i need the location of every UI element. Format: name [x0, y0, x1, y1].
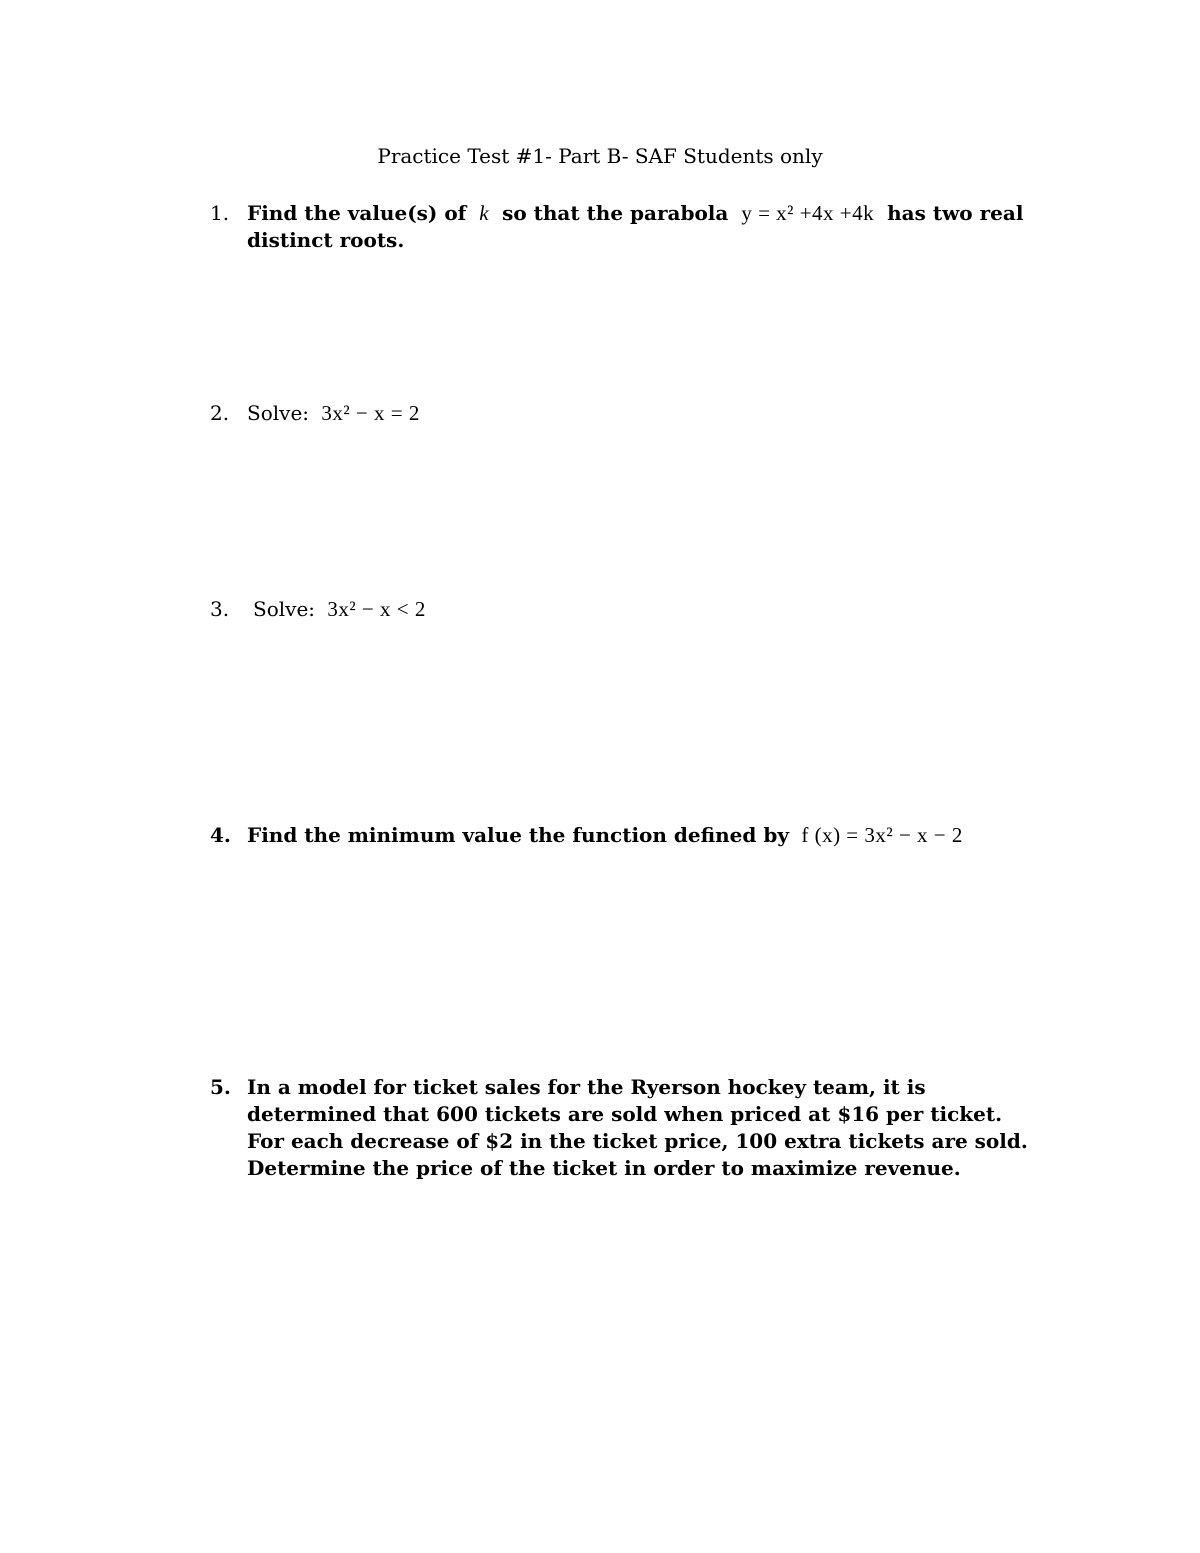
question-4	[210, 822, 1030, 849]
question-text-middle: so that the parabola	[502, 201, 729, 225]
question-text-after: has two real distinct roots.	[247, 201, 1024, 252]
question-text-before: Find the value(s) of	[247, 201, 467, 225]
function-definition: f (x) = 3x² − x − 2	[801, 823, 963, 847]
question-label: Solve:	[253, 597, 316, 621]
question-1	[210, 200, 1030, 254]
question-body	[247, 822, 1030, 849]
question-5	[210, 1074, 1030, 1182]
question-body	[247, 200, 1030, 254]
variable-k: k	[479, 201, 490, 225]
parabola-equation: y = x² +4x +4k	[741, 201, 875, 225]
question-text: Find the minimum value the function defined by	[247, 823, 789, 847]
question-number: 2.	[210, 401, 230, 425]
page-title: Practice Test #1- Part B- SAF Students only	[377, 144, 823, 168]
question-number: 4.	[210, 823, 231, 847]
equation: 3x² − x = 2	[321, 401, 420, 425]
question-body	[247, 400, 1030, 427]
question-text: In a model for ticket sales for the Ryerson hockey team, it is determined that 600 tickets are sold when priced at $16 per ticket. For each decrease of $2 in the ticket price, 100 extra tickets are sold. Determine the price of the ticket in order to maximize revenue.	[247, 1075, 1028, 1180]
question-3	[210, 596, 1030, 623]
question-number: 3.	[210, 597, 230, 621]
question-number: 1.	[210, 201, 230, 225]
question-body	[247, 596, 1030, 623]
question-label: Solve:	[247, 401, 310, 425]
question-number: 5.	[210, 1075, 231, 1099]
question-2	[210, 400, 1030, 427]
inequality: 3x² − x < 2	[327, 597, 426, 621]
